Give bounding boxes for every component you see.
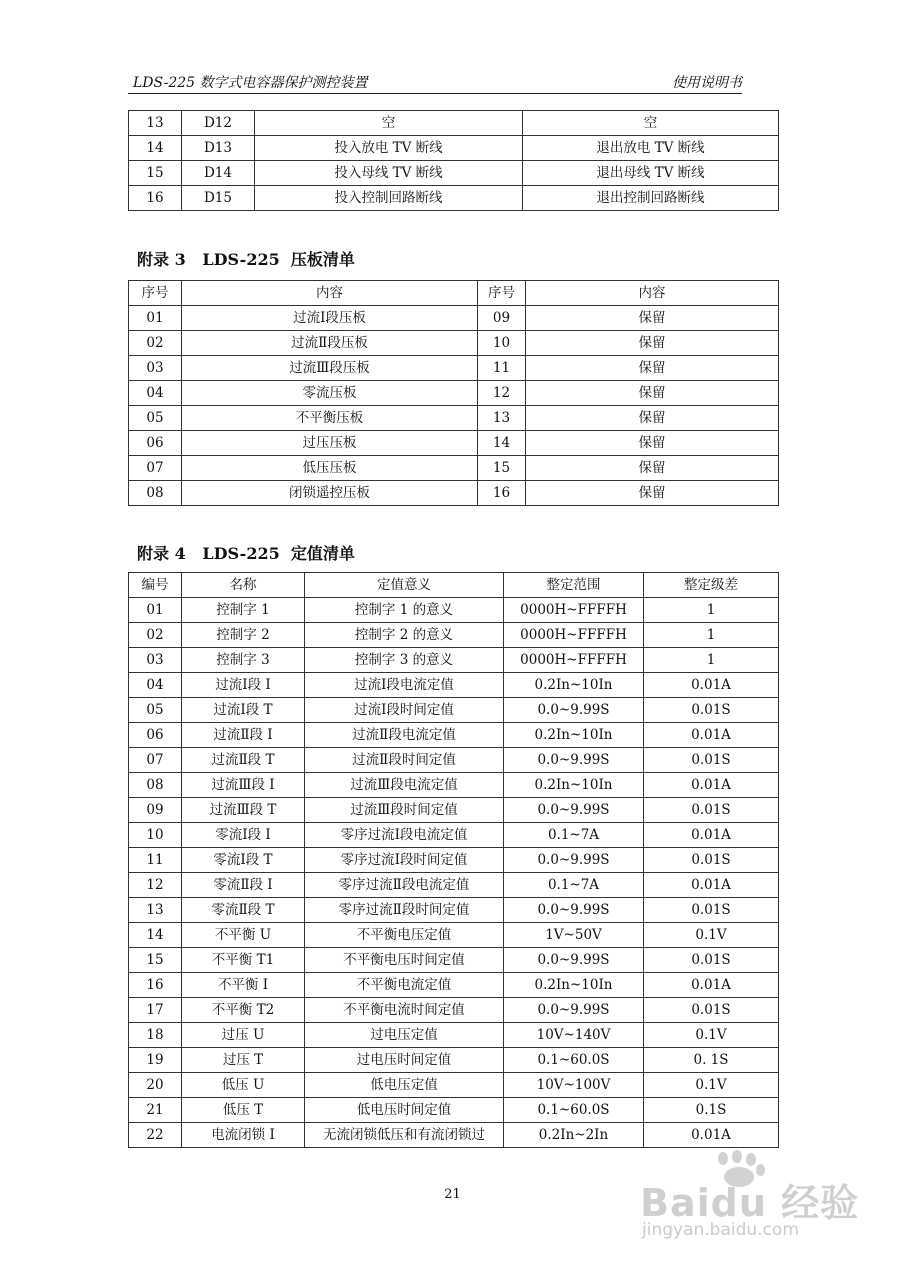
pressure-plate-body: [129, 306, 779, 506]
table-cell: 零序过流Ⅱ段电流定值: [305, 873, 504, 898]
pressure-plate-table: [128, 280, 779, 506]
table-row: [129, 848, 779, 873]
table-cell: 零流压板: [182, 381, 478, 406]
table-row: [129, 898, 779, 923]
table-cell: 过压 T: [182, 1048, 305, 1073]
table-cell: 05: [129, 698, 182, 723]
table-cell: 控制字 1: [182, 598, 305, 623]
table-cell: 保留: [526, 306, 779, 331]
table-cell: 12: [478, 381, 526, 406]
table-cell: 0.01S: [644, 748, 779, 773]
table-cell: 过电压时间定值: [305, 1048, 504, 1073]
table-cell: D15: [182, 186, 255, 211]
watermark-url: jingyan.baidu.com: [642, 1220, 799, 1240]
table-row: [129, 1073, 779, 1098]
table-cell: 02: [129, 623, 182, 648]
table-cell: 零流Ⅰ段 T: [182, 848, 305, 873]
table-row: [129, 456, 779, 481]
table-cell: 控制字 2: [182, 623, 305, 648]
table-cell: 14: [478, 431, 526, 456]
table-cell: 10: [478, 331, 526, 356]
table-row: [129, 823, 779, 848]
table-cell: 0.0~9.99S: [504, 748, 644, 773]
table-cell: 12: [129, 873, 182, 898]
table-cell: 0.01S: [644, 848, 779, 873]
page-number: 21: [444, 1187, 461, 1202]
table-cell: D12: [182, 111, 255, 136]
table-row: [129, 798, 779, 823]
table-cell: 01: [129, 306, 182, 331]
table-cell: 低压 U: [182, 1073, 305, 1098]
table-cell: 0.01S: [644, 798, 779, 823]
table-cell: 09: [478, 306, 526, 331]
table-cell: 0.01A: [644, 673, 779, 698]
table-cell: 14: [129, 136, 182, 161]
table-cell: 07: [129, 748, 182, 773]
table-cell: 15: [478, 456, 526, 481]
table-cell: 16: [129, 973, 182, 998]
table-cell: 过流Ⅲ段 T: [182, 798, 305, 823]
table-cell: 闭锁遥控压板: [182, 481, 478, 506]
input-table-continued: [128, 110, 779, 211]
table-cell: 0.1V: [644, 923, 779, 948]
table-cell: 0.01S: [644, 698, 779, 723]
table-cell: 10: [129, 823, 182, 848]
table-cell: 04: [129, 381, 182, 406]
table-cell: 不平衡 U: [182, 923, 305, 948]
table-cell: 过流Ⅱ段压板: [182, 331, 478, 356]
table-cell: 0.2In~2In: [504, 1123, 644, 1148]
table-cell: 控制字 2 的意义: [305, 623, 504, 648]
table-cell: 空: [255, 111, 523, 136]
table-cell: 保留: [526, 456, 779, 481]
table-cell: 0.1~7A: [504, 823, 644, 848]
table-cell: 过流Ⅲ段 I: [182, 773, 305, 798]
table-cell: 13: [129, 898, 182, 923]
table-cell: 21: [129, 1098, 182, 1123]
table-cell: 0.01S: [644, 948, 779, 973]
table-cell: 空: [523, 111, 779, 136]
table-row: [129, 1123, 779, 1148]
table-cell: 0.2In~10In: [504, 723, 644, 748]
table-cell: 0.0~9.99S: [504, 998, 644, 1023]
table-cell: 保留: [526, 381, 779, 406]
input-table-body: [129, 111, 779, 211]
table-cell: D14: [182, 161, 255, 186]
table-cell: 过压压板: [182, 431, 478, 456]
table-row: [129, 1098, 779, 1123]
table-cell: 低电压定值: [305, 1073, 504, 1098]
table-cell: D13: [182, 136, 255, 161]
table-cell: 03: [129, 356, 182, 381]
table-cell: 0.1~60.0S: [504, 1048, 644, 1073]
table-cell: 不平衡电压时间定值: [305, 948, 504, 973]
table-row: [129, 623, 779, 648]
table-cell: 0.01A: [644, 773, 779, 798]
table-header-row: [129, 281, 779, 306]
table-row: [129, 673, 779, 698]
table-cell: 低压 T: [182, 1098, 305, 1123]
table-cell: 0.1V: [644, 1023, 779, 1048]
table-cell: 过流Ⅰ段电流定值: [305, 673, 504, 698]
table-cell: 投入母线 TV 断线: [255, 161, 523, 186]
header-cell: 定值意义: [305, 573, 504, 598]
table-cell: 22: [129, 1123, 182, 1148]
header-cell: 整定级差: [644, 573, 779, 598]
table-row: [129, 973, 779, 998]
table-cell: 0000H~FFFFH: [504, 648, 644, 673]
table-cell: 过流Ⅱ段时间定值: [305, 748, 504, 773]
table-cell: 退出放电 TV 断线: [523, 136, 779, 161]
table-row: [129, 306, 779, 331]
table-row: [129, 381, 779, 406]
watermark: [640, 1150, 860, 1250]
table-cell: 不平衡压板: [182, 406, 478, 431]
table-cell: 0.0~9.99S: [504, 848, 644, 873]
table-cell: 13: [129, 111, 182, 136]
table-cell: 15: [129, 948, 182, 973]
table-cell: 过流Ⅰ段 I: [182, 673, 305, 698]
table-cell: 0000H~FFFFH: [504, 623, 644, 648]
table-cell: 保留: [526, 331, 779, 356]
table-cell: 1V~50V: [504, 923, 644, 948]
table-cell: 保留: [526, 431, 779, 456]
table-cell: 零序过流Ⅱ段时间定值: [305, 898, 504, 923]
table-cell: 过流Ⅰ段时间定值: [305, 698, 504, 723]
table-cell: 低电压时间定值: [305, 1098, 504, 1123]
table-cell: 0.1S: [644, 1098, 779, 1123]
table-cell: 02: [129, 331, 182, 356]
page-header-right: 使用说明书: [672, 75, 742, 91]
table-cell: 13: [478, 406, 526, 431]
table-cell: 10V~100V: [504, 1073, 644, 1098]
table-cell: 0.0~9.99S: [504, 698, 644, 723]
table-cell: 保留: [526, 406, 779, 431]
table-cell: 11: [129, 848, 182, 873]
table-cell: 不平衡电流时间定值: [305, 998, 504, 1023]
table-cell: 电流闭锁 I: [182, 1123, 305, 1148]
table-cell: 不平衡 T1: [182, 948, 305, 973]
header-cell: 序号: [478, 281, 526, 306]
table-cell: 06: [129, 723, 182, 748]
table-row: [129, 136, 779, 161]
table-cell: 0.0~9.99S: [504, 798, 644, 823]
table-cell: 0.1~60.0S: [504, 1098, 644, 1123]
table-cell: 零序过流Ⅰ段电流定值: [305, 823, 504, 848]
table-cell: 不平衡 T2: [182, 998, 305, 1023]
table-row: [129, 186, 779, 211]
table-cell: 0.01S: [644, 998, 779, 1023]
table-cell: 过电压定值: [305, 1023, 504, 1048]
table-cell: 零序过流Ⅰ段时间定值: [305, 848, 504, 873]
table-cell: 不平衡电流定值: [305, 973, 504, 998]
appendix4-title: 附录 4 LDS-225 定值清单: [137, 544, 355, 563]
table-cell: 0.2In~10In: [504, 973, 644, 998]
table-cell: 0.0~9.99S: [504, 898, 644, 923]
table-cell: 1: [644, 623, 779, 648]
table-row: [129, 331, 779, 356]
table-cell: 0.2In~10In: [504, 673, 644, 698]
table-row: [129, 161, 779, 186]
table-cell: 过流Ⅰ段 T: [182, 698, 305, 723]
table-cell: 过流Ⅰ段压板: [182, 306, 478, 331]
header-cell: 内容: [182, 281, 478, 306]
table-cell: 控制字 3: [182, 648, 305, 673]
table-cell: 06: [129, 431, 182, 456]
table-row: [129, 356, 779, 381]
table-cell: 零流Ⅱ段 T: [182, 898, 305, 923]
table-cell: 01: [129, 598, 182, 623]
header-cell: 内容: [526, 281, 779, 306]
table-cell: 15: [129, 161, 182, 186]
table-cell: 03: [129, 648, 182, 673]
table-row: [129, 873, 779, 898]
table-cell: 19: [129, 1048, 182, 1073]
table-cell: 08: [129, 773, 182, 798]
table-row: [129, 1023, 779, 1048]
table-row: [129, 723, 779, 748]
table-cell: 07: [129, 456, 182, 481]
table-cell: 过流Ⅱ段 T: [182, 748, 305, 773]
table-cell: 04: [129, 673, 182, 698]
table-row: [129, 923, 779, 948]
table-cell: 无流闭锁低压和有流闭锁过: [305, 1123, 504, 1148]
table-cell: 0.01A: [644, 873, 779, 898]
table-cell: 低压压板: [182, 456, 478, 481]
table-row: [129, 1048, 779, 1073]
appendix3-title: 附录 3 LDS-225 压板清单: [137, 250, 355, 269]
table-cell: 零流Ⅱ段 I: [182, 873, 305, 898]
table-cell: 18: [129, 1023, 182, 1048]
table-cell: 09: [129, 798, 182, 823]
table-cell: 0.0~9.99S: [504, 948, 644, 973]
table-cell: 0.01A: [644, 823, 779, 848]
table-cell: 0.2In~10In: [504, 773, 644, 798]
table-cell: 控制字 1 的意义: [305, 598, 504, 623]
table-row: [129, 648, 779, 673]
table-row: [129, 406, 779, 431]
table-cell: 过流Ⅲ段压板: [182, 356, 478, 381]
table-cell: 0.01S: [644, 898, 779, 923]
page-header-left: LDS-225 数字式电容器保护测控装置: [133, 75, 368, 91]
table-cell: 20: [129, 1073, 182, 1098]
table-cell: 08: [129, 481, 182, 506]
table-cell: 05: [129, 406, 182, 431]
table-cell: 过流Ⅲ段电流定值: [305, 773, 504, 798]
header-cell: 名称: [182, 573, 305, 598]
table-cell: 0.1V: [644, 1073, 779, 1098]
table-cell: 1: [644, 598, 779, 623]
table-cell: 16: [478, 481, 526, 506]
table-row: [129, 431, 779, 456]
table-cell: 过压 U: [182, 1023, 305, 1048]
table-cell: 10V~140V: [504, 1023, 644, 1048]
header-cell: 序号: [129, 281, 182, 306]
table-row: [129, 748, 779, 773]
setting-value-body: [129, 598, 779, 1148]
table-cell: 1: [644, 648, 779, 673]
table-cell: 不平衡 I: [182, 973, 305, 998]
table-cell: 投入放电 TV 断线: [255, 136, 523, 161]
table-row: [129, 698, 779, 723]
table-cell: 14: [129, 923, 182, 948]
table-header-row: [129, 573, 779, 598]
table-row: [129, 948, 779, 973]
table-cell: 过流Ⅱ段 I: [182, 723, 305, 748]
table-cell: 0.01A: [644, 1123, 779, 1148]
setting-value-table: [128, 572, 779, 1148]
table-cell: 16: [129, 186, 182, 211]
table-cell: 0.01A: [644, 723, 779, 748]
table-cell: 控制字 3 的意义: [305, 648, 504, 673]
watermark-brand: Baidu 经验: [640, 1181, 860, 1225]
header-cell: 整定范围: [504, 573, 644, 598]
table-row: [129, 598, 779, 623]
table-cell: 17: [129, 998, 182, 1023]
table-cell: 0. 1S: [644, 1048, 779, 1073]
table-row: [129, 998, 779, 1023]
table-cell: 不平衡电压定值: [305, 923, 504, 948]
table-row: [129, 111, 779, 136]
table-cell: 过流Ⅲ段时间定值: [305, 798, 504, 823]
header-cell: 编号: [129, 573, 182, 598]
table-cell: 投入控制回路断线: [255, 186, 523, 211]
table-cell: 零流Ⅰ段 I: [182, 823, 305, 848]
table-cell: 退出母线 TV 断线: [523, 161, 779, 186]
table-cell: 0.1~7A: [504, 873, 644, 898]
table-row: [129, 481, 779, 506]
table-cell: 退出控制回路断线: [523, 186, 779, 211]
table-row: [129, 773, 779, 798]
header-rule: [128, 93, 742, 94]
table-cell: 过流Ⅱ段电流定值: [305, 723, 504, 748]
table-cell: 保留: [526, 481, 779, 506]
table-cell: 11: [478, 356, 526, 381]
table-cell: 0.01A: [644, 973, 779, 998]
table-cell: 保留: [526, 356, 779, 381]
table-cell: 0000H~FFFFH: [504, 598, 644, 623]
